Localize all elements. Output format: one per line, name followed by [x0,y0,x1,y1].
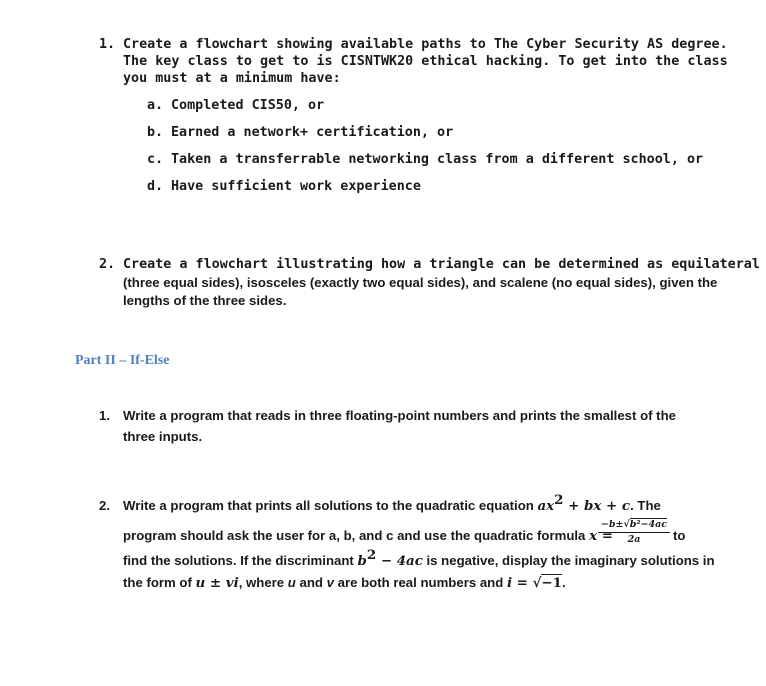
question-1-number: 1. [99,37,116,52]
equation-exponent: 2 [554,491,564,508]
question-1-line-1: Create a flowchart showing available paths to The Cyber Security AS degree. [123,37,728,52]
complex-form: u ± vi [195,575,239,591]
u-variable: u [287,575,296,590]
option-b-letter: b. [147,125,164,140]
and-word: and [295,575,327,590]
sqrt-sign: √ [532,575,542,591]
formula-denominator: 2a [627,534,641,545]
question-1-line-3: you must at a minimum have: [123,71,341,86]
question-2-line-1: Create a flowchart illustrating how a triangle can be determined as equilateral [123,257,760,272]
v-variable: v [326,575,334,590]
quadratic-formula-fraction [598,519,670,546]
part-two-question-1-number: 1. [99,408,110,423]
part-two-question-1-line-1: Write a program that reads in three floating-point numbers and prints the smallest of the [123,408,676,423]
q2-line-1-end: . The [630,498,661,513]
part-two-heading: Part II – If-Else [75,353,170,368]
part-two-question-2-line-4 [123,575,566,591]
discriminant-rest: − 4ac [376,553,423,569]
formula-numerator [598,519,670,533]
q2-line-3-text: find the solutions. If the discriminant [123,553,358,568]
discriminant-exponent: 2 [366,546,377,563]
part-two-question-2-line-1 [123,491,661,514]
question-2-number: 2. [99,257,116,272]
part-two-question-2-number: 2. [99,498,110,513]
q2-line-4-text: the form of [123,575,196,590]
option-c-text: Taken a transferrable networking class from a different school, or [171,152,704,167]
equation-ax: ax [537,498,555,514]
part-two-question-2-line-3 [123,546,715,569]
question-2-line-2: (three equal sides), isosceles (exactly two equal sides), and scalene (no equal sides), given the [123,275,718,290]
discriminant-b: b [357,553,367,569]
part-two-question-2-line-2 [123,528,613,544]
q2-line-2-end: to [673,528,686,543]
option-d-text: Have sufficient work experience [171,179,421,194]
formula-numerator-pre: −b±√ [600,519,630,530]
q2-line-4-mid: , where [238,575,288,590]
q2-line-4-end: . [561,575,566,590]
option-d-letter: d. [147,179,164,194]
question-2-line-3: lengths of the three sides. [123,293,287,308]
sqrt-argument: −1 [541,575,562,591]
option-b-text: Earned a network+ certification, or [171,125,454,140]
q2-line-1-text: Write a program that prints all solutions to the quadratic equation [123,498,538,513]
formula-radicand: b²−4ac [629,519,668,530]
option-a-text: Completed CIS50, or [171,98,325,113]
formula-lhs: x = [589,528,613,544]
option-a-letter: a. [147,98,164,113]
option-c-letter: c. [147,152,164,167]
part-two-question-1-line-2: three inputs. [123,429,203,444]
q2-line-4-mid2: are both real numbers and [333,575,507,590]
question-1-line-2: The key class to get to is CISNTWK20 ethical hacking. To get into the class [123,54,728,69]
q2-line-3-end: is negative, display the imaginary solutions in [422,553,715,568]
imaginary-unit: i = [506,575,533,591]
equation-rest: + bx + c [563,498,631,514]
q2-line-2-text: program should ask the user for a, b, and c and use the quadratic formula [123,528,590,543]
